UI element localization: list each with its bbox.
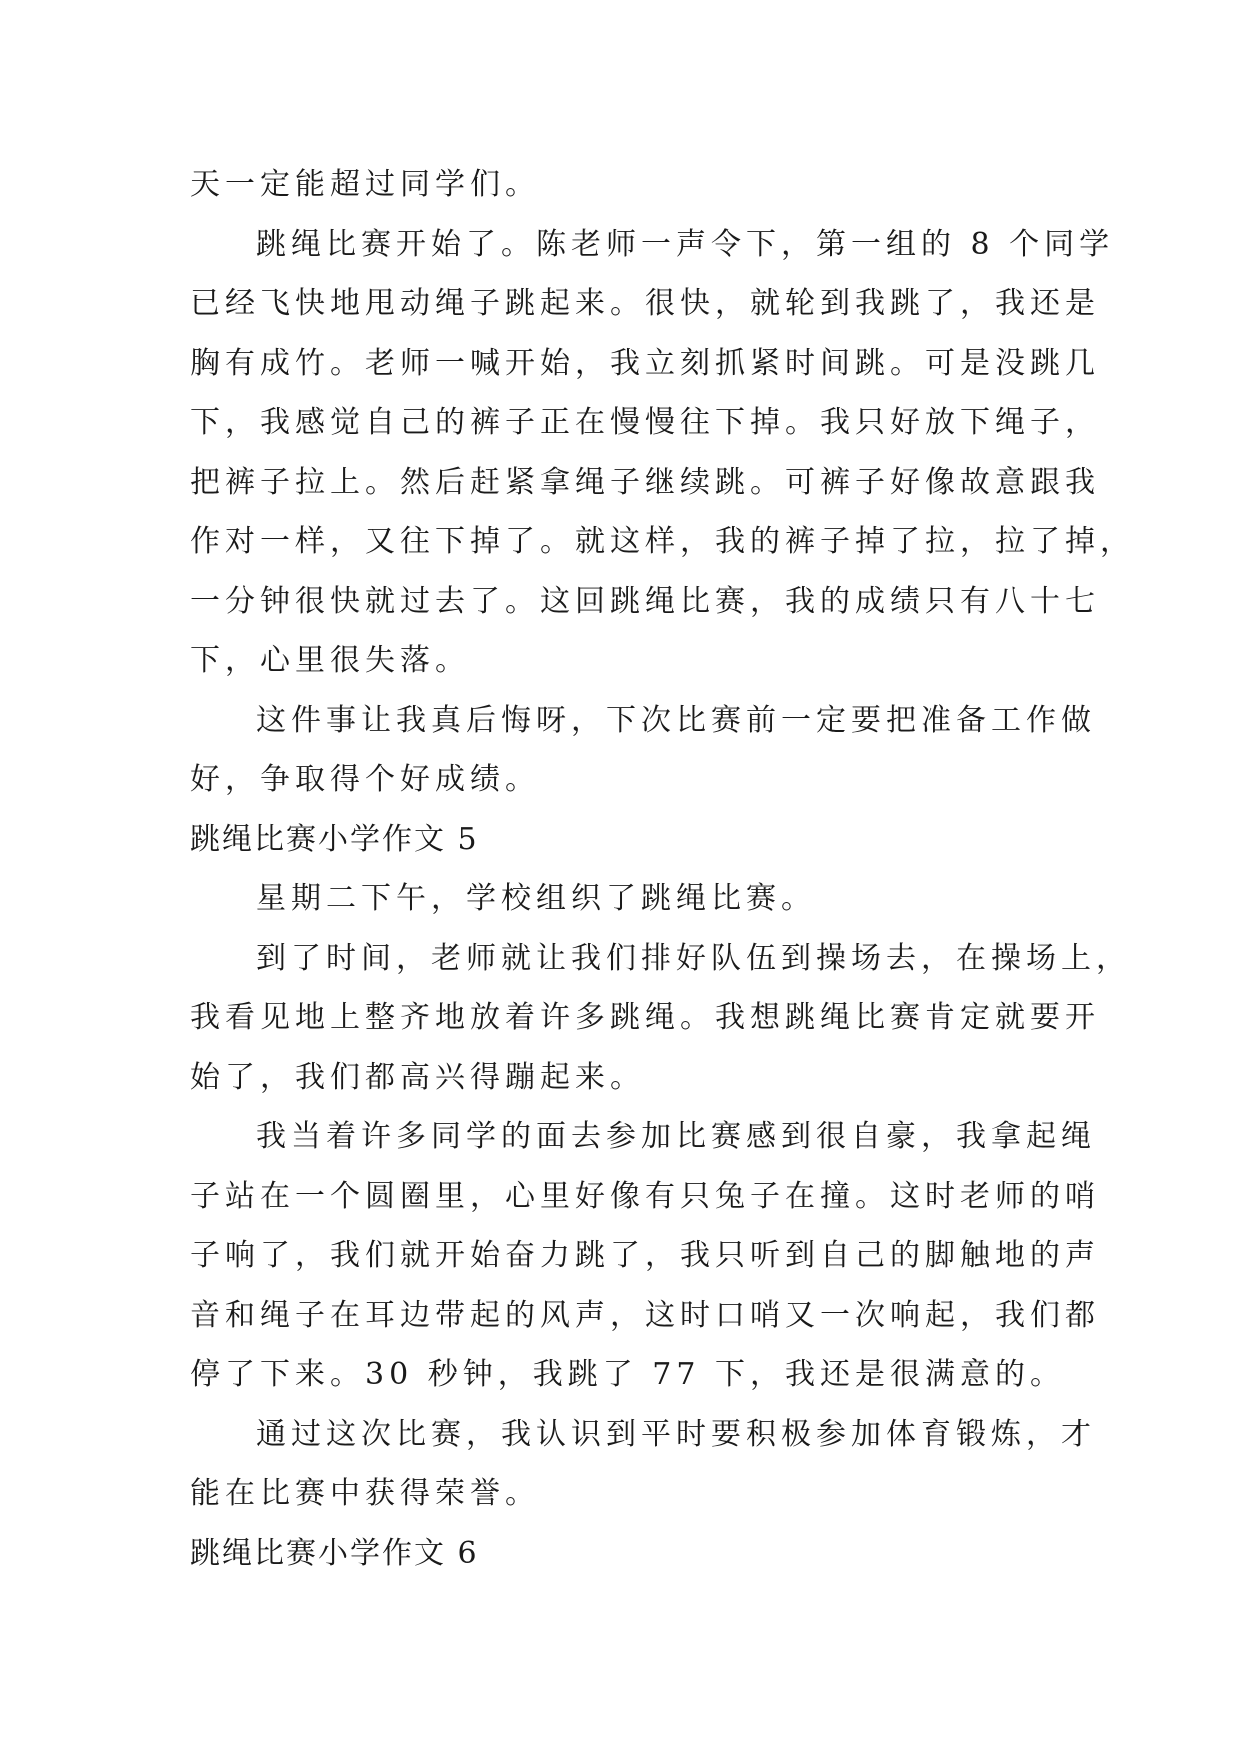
text-line: 子站在一个圆圈里，心里好像有只兔子在撞。这时老师的哨 — [190, 1178, 1100, 1214]
text-line: 把裤子拉上。然后赶紧拿绳子继续跳。可裤子好像故意跟我 — [190, 464, 1100, 500]
paragraph-start-line: 这件事让我真后悔呀，下次比赛前一定要把准备工作做 — [256, 702, 1096, 738]
text-line: 作对一样，又往下掉了。就这样，我的裤子掉了拉，拉了掉， — [190, 524, 1135, 559]
text-line: 天一定能超过同学们。 — [190, 167, 540, 202]
text-line: 始了，我们都高兴得蹦起来。 — [190, 1059, 645, 1095]
paragraph-start-line: 星期二下午，学校组织了跳绳比赛。 — [256, 881, 816, 916]
paragraph-start-line: 到了时间，老师就让我们排好队伍到操场去，在操场上， — [256, 940, 1131, 976]
paragraph-start-line: 跳绳比赛开始了。陈老师一声令下，第一组的 8 个同学 — [256, 226, 1115, 262]
section-heading: 跳绳比赛小学作文 5 — [190, 821, 479, 857]
text-line: 子响了，我们就开始奋力跳了，我只听到自己的脚触地的声 — [190, 1238, 1100, 1273]
text-line: 好，争取得个好成绩。 — [190, 762, 540, 797]
text-line: 我看见地上整齐地放着许多跳绳。我想跳绳比赛肯定就要开 — [190, 1000, 1100, 1035]
text-line: 已经飞快地甩动绳子跳起来。很快，就轮到我跳了，我还是 — [190, 286, 1100, 321]
text-line: 能在比赛中获得荣誉。 — [190, 1476, 540, 1511]
text-line: 下，心里很失落。 — [190, 643, 470, 678]
document-body — [190, 155, 1135, 1583]
text-line: 停了下来。30 秒钟，我跳了 77 下，我还是很满意的。 — [190, 1357, 1065, 1392]
section-heading: 跳绳比赛小学作文 6 — [190, 1535, 479, 1571]
paragraph-start-line: 通过这次比赛，我认识到平时要积极参加体育锻炼，才 — [256, 1416, 1096, 1452]
text-line: 胸有成竹。老师一喊开始，我立刻抓紧时间跳。可是没跳几 — [190, 345, 1100, 381]
text-line: 下，我感觉自己的裤子正在慢慢往下掉。我只好放下绳子， — [190, 405, 1100, 440]
paragraph-start-line: 我当着许多同学的面去参加比赛感到很自豪，我拿起绳 — [256, 1119, 1096, 1154]
text-line: 音和绳子在耳边带起的风声，这时口哨又一次响起，我们都 — [190, 1297, 1100, 1333]
text-line: 一分钟很快就过去了。这回跳绳比赛，我的成绩只有八十七 — [190, 583, 1100, 619]
